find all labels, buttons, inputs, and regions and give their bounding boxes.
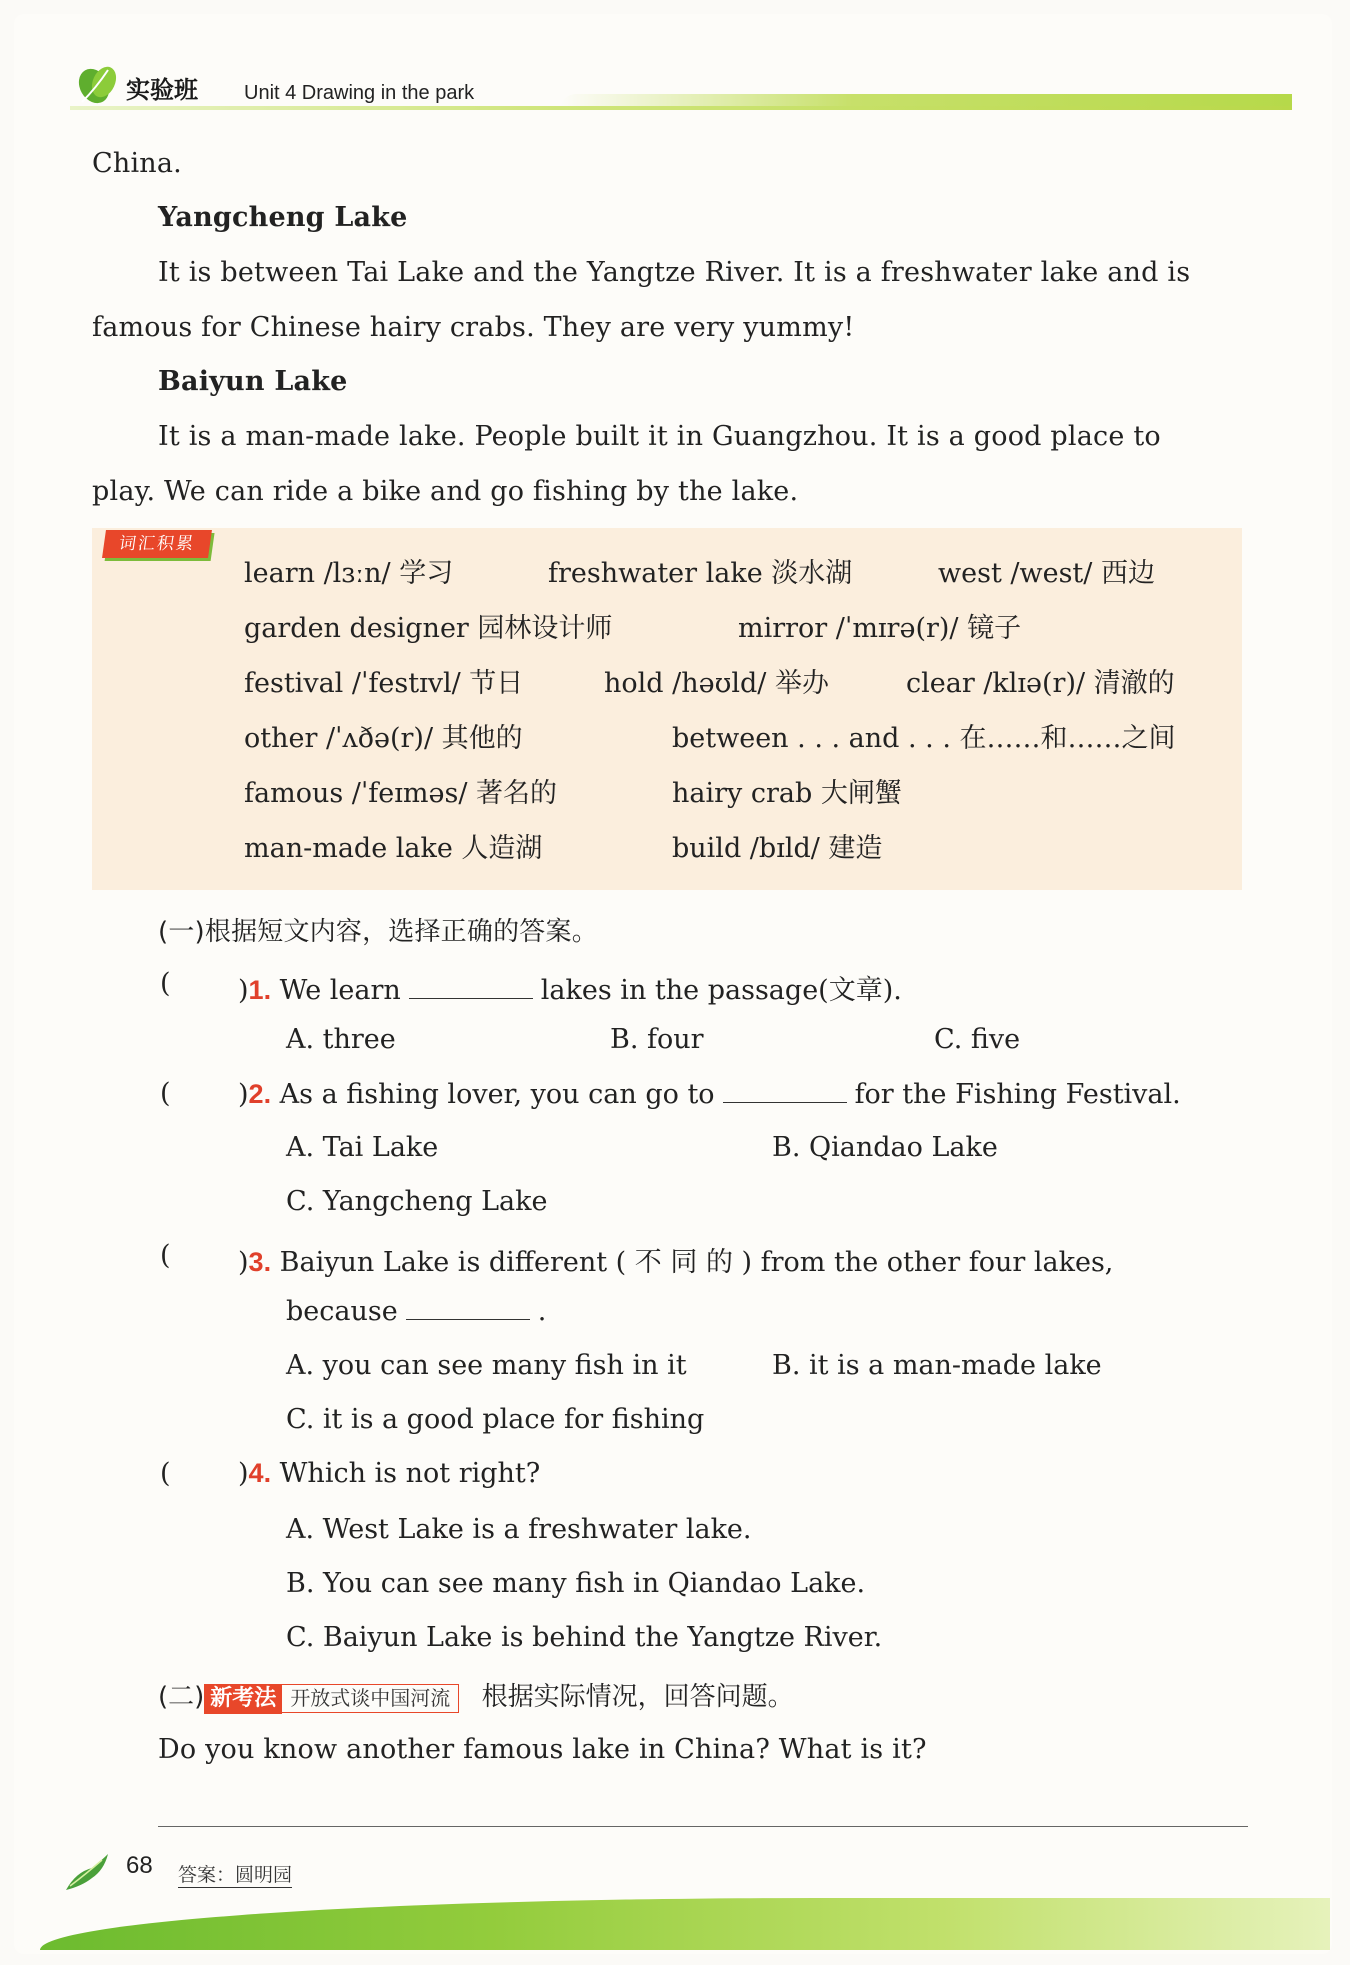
answer-paren-close: ) xyxy=(238,1079,249,1110)
question-3 xyxy=(238,1240,1113,1279)
section-1-title: (一)根据短文内容，选择正确的答案。 xyxy=(158,917,598,947)
answer-hint: 答案：圆明园 xyxy=(178,1860,292,1888)
question-1 xyxy=(238,968,902,1007)
answer-paren-open: ( xyxy=(160,1458,171,1489)
option-b: B. Qiandao Lake xyxy=(772,1132,998,1163)
vocab-item: hairy crab 大闸蟹 xyxy=(672,778,902,809)
vocab-item: clear /klɪə(r)/ 清澈的 xyxy=(906,668,1175,699)
vocabulary-tag: 词汇积累 xyxy=(102,530,212,558)
question-text: We learn xyxy=(279,975,401,1006)
passage-line: famous for Chinese hairy crabs. They are very yummy! xyxy=(92,312,855,343)
passage-line: China. xyxy=(92,148,182,179)
vocab-item: famous /ˈfeɪməs/ 著名的 xyxy=(244,778,558,809)
option-a: A. West Lake is a freshwater lake. xyxy=(286,1514,752,1545)
option-a: A. Tai Lake xyxy=(286,1132,439,1163)
question-number: 2. xyxy=(248,1079,272,1109)
page-number: 68 xyxy=(126,1852,153,1879)
question-text: lakes in the passage(文章). xyxy=(540,975,902,1006)
unit-title: Unit 4 Drawing in the park xyxy=(244,82,475,104)
vocab-item: festival /ˈfestɪvl/ 节日 xyxy=(244,668,524,699)
page-header xyxy=(70,60,1292,116)
option-c: C. five xyxy=(934,1024,1021,1055)
question-text: Which is not right? xyxy=(279,1458,541,1489)
option-c: C. Baiyun Lake is behind the Yangtze River. xyxy=(286,1622,883,1653)
baiyun-heading: Baiyun Lake xyxy=(158,366,348,397)
header-rule xyxy=(70,106,1292,110)
leaf-footer-icon xyxy=(62,1852,112,1894)
question-2 xyxy=(238,1078,1181,1110)
section-2-title xyxy=(158,1676,794,1714)
option-a: A. you can see many fish in it xyxy=(286,1350,687,1381)
passage-line: It is a man-made lake. People built it in Guangzhou. It is a good place to xyxy=(158,421,1161,452)
brand-title: 实验班 xyxy=(126,76,198,104)
vocab-item: build /bɪld/ 建造 xyxy=(672,833,883,864)
option-b: B. four xyxy=(610,1024,704,1055)
question-text: Baiyun Lake is different ( 不 同 的 ) from the other four lakes, xyxy=(279,1247,1114,1278)
question-number: 4. xyxy=(248,1458,272,1488)
vocab-item: hold /həʊld/ 举办 xyxy=(604,668,829,699)
answer-paren-open: ( xyxy=(160,968,171,999)
option-b: B. it is a man-made lake xyxy=(772,1350,1102,1381)
passage-line: play. We can ride a bike and go fishing by the lake. xyxy=(92,476,799,507)
option-c: C. Yangcheng Lake xyxy=(286,1186,548,1217)
answer-paren-close: ) xyxy=(238,1458,249,1489)
vocab-item: garden designer 园林设计师 xyxy=(244,613,613,644)
answer-paren-close: ) xyxy=(238,1247,249,1278)
vocab-item: freshwater lake 淡水湖 xyxy=(548,558,853,589)
option-c: C. it is a good place for fishing xyxy=(286,1404,705,1435)
new-test-badge: 新考法 xyxy=(204,1684,282,1714)
answer-blank[interactable] xyxy=(409,974,533,999)
yangcheng-heading: Yangcheng Lake xyxy=(158,202,408,233)
answer-line[interactable] xyxy=(158,1826,1248,1827)
question-text: As a fishing lover, you can go to xyxy=(279,1079,715,1110)
new-test-subtitle: 开放式谈中国河流 xyxy=(282,1684,459,1713)
question-text: . xyxy=(537,1296,547,1327)
option-a: A. three xyxy=(286,1024,396,1055)
question-text: because xyxy=(286,1296,398,1327)
vocab-item: learn /lɜːn/ 学习 xyxy=(244,558,454,589)
vocab-item: other /ˈʌðə(r)/ 其他的 xyxy=(244,723,523,754)
open-question: Do you know another famous lake in China? What is it? xyxy=(158,1734,927,1765)
leaf-logo-icon xyxy=(76,62,120,106)
vocab-item: between . . . and . . . 在……和……之间 xyxy=(672,723,1176,754)
question-text: for the Fishing Festival. xyxy=(854,1079,1181,1110)
section-prefix: (二) xyxy=(158,1682,205,1712)
passage-line: It is between Tai Lake and the Yangtze River. It is a freshwater lake and is xyxy=(158,257,1191,288)
answer-paren-close: ) xyxy=(238,975,249,1006)
answer-paren-open: ( xyxy=(160,1240,171,1271)
question-number: 1. xyxy=(248,975,272,1005)
option-b: B. You can see many fish in Qiandao Lake. xyxy=(286,1568,866,1599)
vocab-item: man-made lake 人造湖 xyxy=(244,833,543,864)
answer-blank[interactable] xyxy=(723,1078,847,1103)
section-instruction: 根据实际情况，回答问题。 xyxy=(481,1682,794,1712)
question-number: 3. xyxy=(248,1247,272,1277)
vocab-item: west /west/ 西边 xyxy=(938,558,1155,589)
vocab-item: mirror /ˈmɪrə(r)/ 镜子 xyxy=(738,613,1022,644)
answer-paren-open: ( xyxy=(160,1078,171,1109)
question-4 xyxy=(238,1458,540,1489)
answer-blank[interactable] xyxy=(406,1295,530,1320)
question-3-continued xyxy=(286,1295,546,1327)
